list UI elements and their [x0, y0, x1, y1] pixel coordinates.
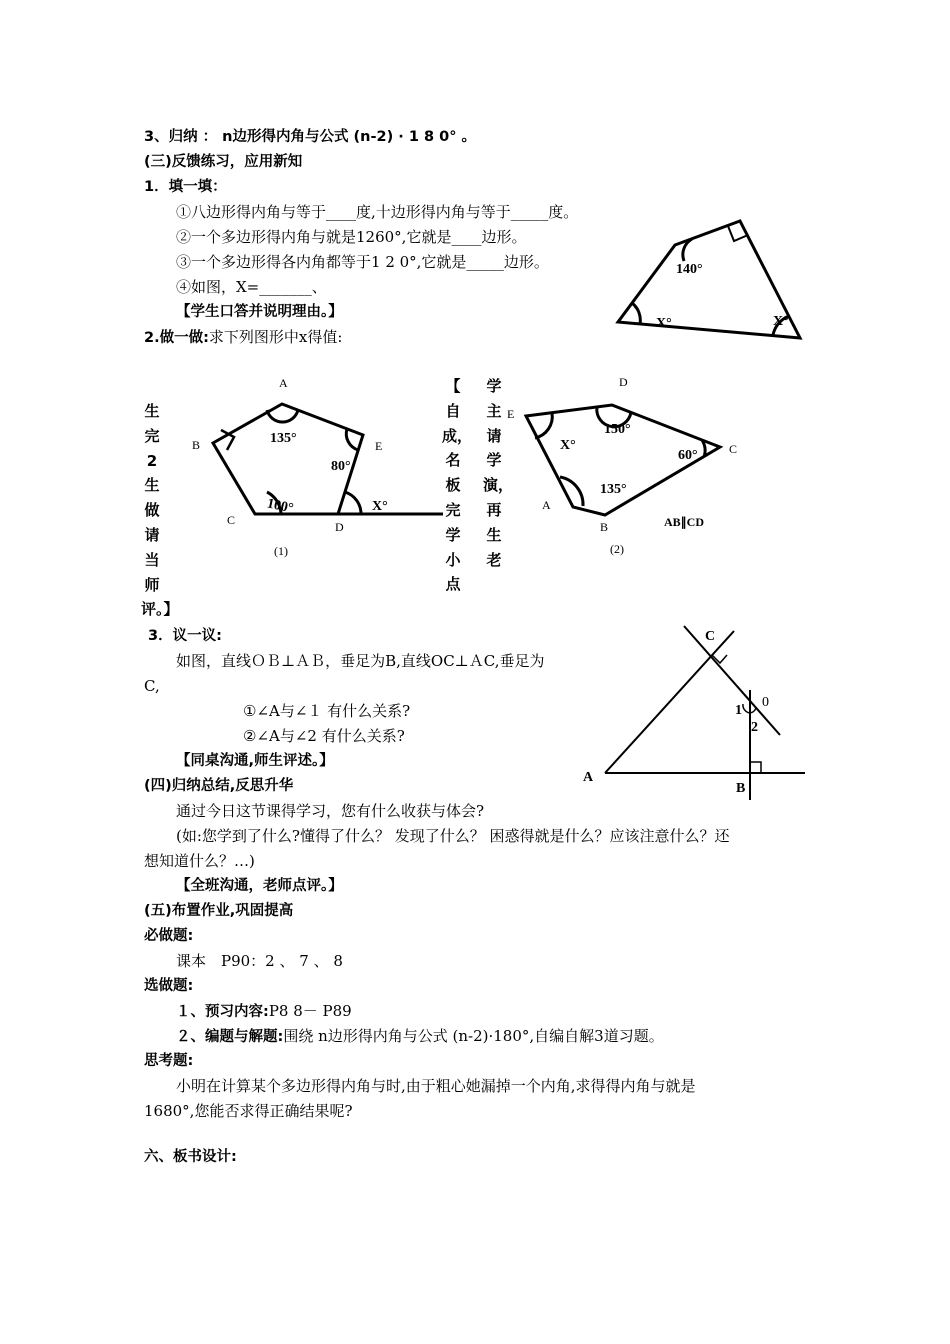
section-5-heading: (五)布置作业,巩固提高	[144, 903, 294, 919]
exercise-1-q4: ④如图，X=_______、	[176, 278, 327, 296]
vertex-D: D	[619, 375, 628, 389]
pentagon-arc-135	[267, 410, 298, 422]
point-B: B	[736, 781, 746, 796]
vertex-E: E	[507, 407, 515, 421]
angle-1-label: 1	[735, 703, 742, 718]
optional-item-1	[176, 1001, 352, 1022]
vertex-D: D	[335, 520, 344, 534]
note-class-discussion: 【全班沟通，老师点评。】	[176, 878, 343, 894]
angle-100: 100°	[265, 496, 295, 517]
exercise-3-q1: ①∠A与∠１ 有什么关系?	[243, 702, 411, 720]
section-3-heading: (三)反馈练习，应用新知	[144, 154, 303, 170]
vertex-E: E	[375, 439, 383, 453]
parallel-note: AB∥CD	[664, 515, 705, 529]
exercise-1-q1: ①八边形得内角与等于____度,十边形得内角与等于_____度。	[176, 203, 579, 221]
vertex-C: C	[729, 442, 738, 456]
vertex-C: C	[227, 513, 236, 527]
vertex-A: A	[279, 376, 288, 390]
pentagon2-arc-x	[535, 413, 552, 438]
note-oral-answer: 【学生口答并说明理由。】	[176, 304, 343, 320]
exercise-1-q3: ③一个多边形得各内角都等于1 2 0°,它就是_____边形。	[176, 253, 549, 271]
angle-x: X°	[560, 438, 576, 453]
exercise-2-label: 2.做一做:	[144, 330, 209, 346]
angle-150: 150°	[604, 422, 631, 437]
vertex-B: B	[192, 438, 201, 452]
exterior-arc-x	[345, 492, 361, 514]
required-homework-text: 课本 P90：2 、 7 、 8	[176, 952, 343, 970]
right-angle-mark-B	[750, 762, 761, 773]
exercise-2-prompt: 求下列图形中x得值:	[208, 328, 343, 346]
angle-x: X°	[372, 499, 388, 514]
thinking-question-heading: 思考题:	[144, 1053, 194, 1069]
exercise-3-text: 如图，直线ＯＢ⊥ＡＢ，垂足为B,直线OC⊥ＡC,垂足为	[176, 652, 545, 670]
thinking-question-text: 小明在计算某个多边形得内角与时,由于粗心她漏掉一个内角,求得得内角与就是	[176, 1077, 696, 1095]
required-homework-heading: 必做题:	[144, 928, 194, 944]
optional-item-2-text: 围绕 n边形得内角与公式 (n-2)·180°,自编自解3道习题。	[283, 1027, 664, 1045]
vertex-A: A	[542, 498, 551, 512]
figure-1-pentagon	[185, 370, 450, 565]
optional-item-2-label: ２、编题与解题:	[176, 1029, 284, 1045]
angle-80: 80°	[331, 459, 351, 474]
reflection-hints-cont: 想知道什么？…)	[144, 852, 255, 870]
line-AC	[605, 631, 734, 773]
vertex-B: B	[600, 520, 609, 534]
section-4-heading: (四)归纳总结,反思升华	[144, 778, 294, 794]
exercise-3-text-cont: C,	[144, 677, 160, 695]
figure-2-pentagon	[500, 370, 738, 565]
vertical-text-mid1: 【 自 成， 名 板 完 学 小 点	[442, 377, 473, 594]
thinking-question-text-cont: 1680°,您能否求得正确结果呢?	[144, 1102, 353, 1120]
summary-formula: 3、归纳 ： n边形得内角与公式 (n-2) · 1 8 0° 。	[144, 129, 477, 145]
quad-angle-arc-x1	[632, 303, 640, 324]
figure-2-caption: (2)	[610, 542, 624, 556]
exercise-3-q2: ②∠A与∠2 有什么关系?	[243, 727, 405, 745]
note-pair-discussion: 【同桌沟通,师生评述。】	[176, 753, 334, 769]
figure-1-caption: (1)	[274, 544, 288, 558]
exercise-3-heading: 3．议一议:	[148, 628, 222, 644]
optional-homework-heading: 选做题:	[144, 978, 194, 994]
point-A: A	[583, 770, 594, 785]
quad-angle-x1: X°	[656, 316, 672, 331]
figure-quadrilateral	[610, 215, 810, 345]
point-O: 0	[762, 695, 769, 710]
figure-3-perpendiculars	[578, 620, 810, 800]
optional-item-1-label: １、预习内容:	[176, 1004, 269, 1020]
quad-angle-140: 140°	[676, 262, 703, 277]
angle-135: 135°	[600, 482, 627, 497]
vertical-text-left: 生 完 2 生 做 请 当 师 评。】	[141, 402, 179, 619]
pentagon2-arc-60	[702, 440, 705, 457]
quad-angle-x2: X°	[773, 314, 789, 329]
exercise-2-heading	[144, 327, 342, 348]
reflection-question: 通过今日这节课得学习，您有什么收获与体会?	[176, 802, 485, 820]
section-6-heading: 六、板书设计:	[144, 1149, 237, 1165]
optional-item-2	[176, 1026, 664, 1047]
angle-60: 60°	[678, 448, 698, 463]
angle-135: 135°	[270, 431, 297, 446]
line-OC	[684, 626, 780, 735]
point-C: C	[705, 629, 716, 644]
vertical-text-mid2: 学 主 请 学 演， 再 生 老	[483, 377, 514, 569]
angle-1-arc	[743, 704, 750, 713]
angle-2-label: 2	[751, 720, 758, 735]
reflection-hints: (如:您学到了什么?懂得了什么？ 发现了什么？ 困惑得就是什么？应该注意什么？还	[176, 827, 730, 845]
exercise-1-heading: 1．填一填：	[144, 179, 227, 195]
optional-item-1-text: P8 8－ P89	[268, 1002, 352, 1020]
exercise-1-q2: ②一个多边形得内角与就是1260°,它就是____边形。	[176, 228, 527, 246]
